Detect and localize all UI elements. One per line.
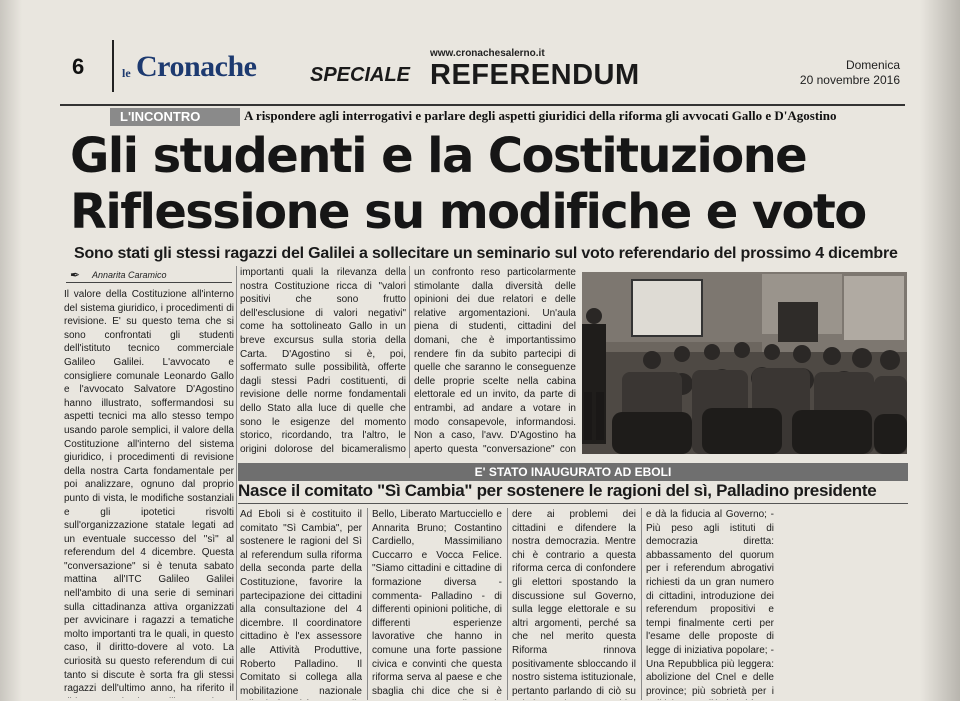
seminar-photo-image (582, 272, 907, 454)
brand-prefix: le (122, 66, 131, 80)
issue-date-text: 20 novembre 2016 (799, 73, 900, 87)
article2-column-4 (646, 508, 774, 700)
section-title: REFERENDUM (430, 59, 640, 91)
masthead-divider (112, 40, 114, 92)
column-divider (236, 266, 237, 700)
kicker-tag: L'INCONTRO (110, 108, 240, 126)
column-divider (507, 508, 508, 700)
article-column-2 (240, 266, 406, 456)
section-label: SPECIALE (310, 64, 411, 86)
column-divider (409, 266, 410, 458)
issue-day: Domenica (845, 58, 900, 72)
article-column-2-text: importanti quali la rilevanza della nostra Costituzione ricca di "valori positivi che sono frutto dell'esclusione di valori negativi" come ha sottolineato Gallo in un breve excursus sulla storia della Carta. D'Agostino si è, poi, soffermato sulle possibilità, offerte dagli stessi Padri costituenti, di revisione delle norme fondamentali dello Stato alla luce di quelle che sono le esigenze del momento storico, ricordando, tra l'altro, le origini dolorose del bicameralismo (240, 267, 406, 455)
column-divider (367, 508, 368, 700)
masthead-rule (60, 104, 905, 106)
article2-headline: Nasce il comitato "Sì Cambia" per sostenere le ragioni del sì, Palladino presidente (238, 481, 877, 500)
article2-column-1-text: Ad Eboli si è costituito il comitato "Sì Cambia", per sostenere le ragioni del Sì al referendum sulla riforma della seconda parte della Costituzione, favorire la partecipazione dei cittadini alla consultazione del 4 dicembre. Il coordinatore cittadino è l'ex assessore alle Attività Produttive, Roberto Palladino. Il Comitato si collega alla mobilitazione nazionale (240, 509, 362, 697)
article2-column-3-text: dere ai problemi dei cittadini e difendere la nostra democrazia. Mentre chi è contrario a questa riforma cerca di confondere gli elettori spostando la discussione sul Governo, sulla legge elettorale e su altri argomenti, perché sa che nel merito questa Riforma rinnova positivamente sbloccando il nostro sistema istituzionale, pertanto parlando di ciò su (512, 509, 636, 697)
article-column-1-text: Il valore della Costituzione all'interno del sistema giuridico, i procedimenti di revisione. E' su questo tema che si sono confrontati gli studenti dell'istituto tecnico commerciale Galileo Galilei. L'avvocato e consigliere comunale Leonardo Gallo e l'avvocato Salvatore D'Agostino hanno illustrato, soffermandosi su aspetti tecnici ma allo stesso tempo usando parole semplici, il valore della Costituzione all'interno del sistema giuridico, i procedimenti di revisione della nostra Carta fondamentale per poi analizzare, ognuno dal proprio punto di vista, le modifiche sostanziali e gli ipotetici risvolti sull'organizzazione statale legati ad un eventuale successo del "sì" al referendum del 4 dicembre. Questa "conversazione" si è tenuta sabato mattina all'ITC Galileo Galilei nell'ambito di una serie di seminari sulla cittadinanza attiva organizzati per avvicinare i ragazzi a tematiche molto importanti tra le quali, in questo caso, il diritto-dovere al voto. La curiosità su questo referendum di cui tanto si discute è sorta fra gli stessi ragazzi dell'ultimo anno, ha riferito il (64, 289, 234, 695)
article2-column-1 (240, 508, 362, 700)
newspaper-logo: Cronache (136, 50, 257, 83)
article-column-1 (64, 288, 234, 698)
page-number: 6 (72, 54, 85, 79)
article-column-3 (414, 266, 576, 456)
subheadline: Sono stati gli stessi ragazzi del Galilei a sollecitare un seminario sul voto referendario del prossimo 4 dicembre (74, 245, 898, 262)
column-divider (641, 508, 642, 700)
pen-icon: ✒ (70, 268, 81, 282)
byline: Annarita Caramico (92, 270, 167, 280)
section-band: E' STATO INAUGURATO AD EBOLI (238, 463, 908, 481)
article2-column-3 (512, 508, 636, 700)
article2-column-2 (372, 508, 502, 700)
article2-column-4-text: e dà la fiducia al Governo; - Più peso agli istituti di democrazia diretta: abbassamento del quorum per i referendum abrogativi richiesti da un gran numero di cittadini, introduzione dei referendum propositivi e tempi finalmente certi per l'esame delle proposte di legge di iniziativa popolare; - Una Repubblica più leggera: abolizione del Cnel e delle province; più sobrietà per i (646, 509, 774, 697)
article-kicker: A rispondere agli interrogativi e parlare degli aspetti giuridici della riforma gli avvocati Gallo e D'Agostino (244, 108, 837, 123)
article-column-3-text: un confronto reso particolarmente stimolante dalla diversità delle opinioni dei due relatori e delle relative argomentazioni. Un'aula piena di studenti, cittadini del domani, che è importantissimo rendere fin da subito partecipi di quelle che saranno le conseguenze delle proprie scelte nella cabina elettorale ed un invito, da parte di entrambi, ad andare a votare in modo consapevole, informandosi. Non a caso, l'avv. D'Agostino ha aperto questa "conversazione" con (414, 267, 576, 455)
website-url: www.cronachesalerno.it (430, 48, 545, 59)
byline-rule (66, 282, 232, 283)
issue-date (800, 58, 900, 88)
headline-line-2: Riflessione su modifiche e voto (70, 184, 866, 240)
seminar-photo (582, 272, 907, 454)
article2-column-2-text: Bello, Liberato Martucciello e Annarita Bruno; Costantino Cardiello, Massimiliano Cuccarro e Vocca Felice. "Siamo cittadini e cittadine di formazione diversa - commenta- Palladino - di differenti opinioni politiche, di differenti esperienze lavorative che hanno in comune una forte passione civica e convinti che questa riforma serva al paese e che sbaglia chi dice che si è (372, 509, 502, 697)
headline-line-1: Gli studenti e la Costituzione (70, 128, 807, 184)
headline-rule (238, 503, 908, 504)
